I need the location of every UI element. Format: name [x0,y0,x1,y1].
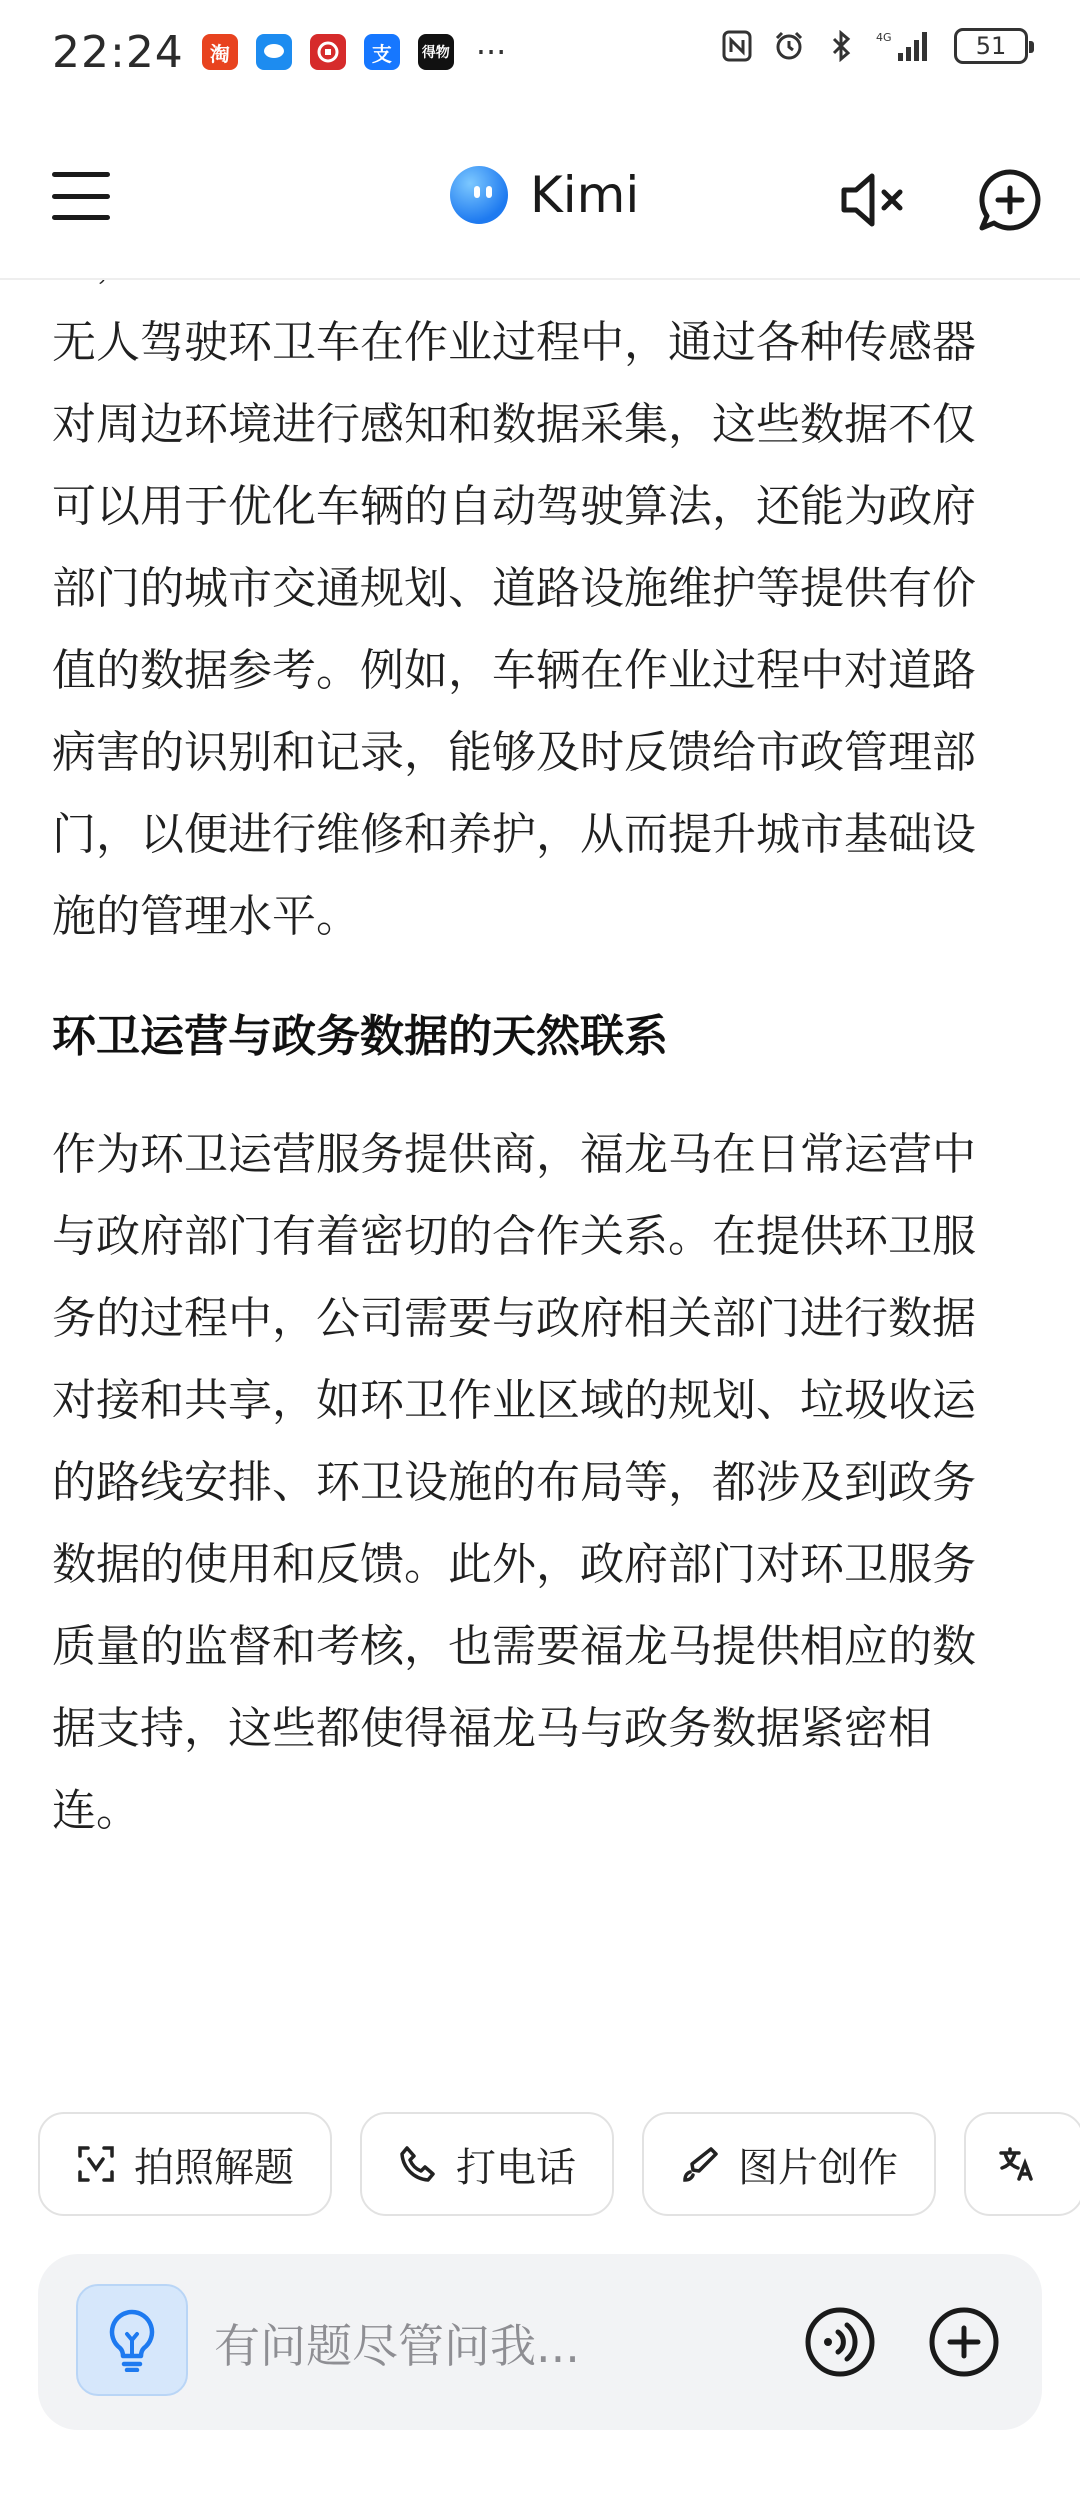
alipay-icon: 支 [364,34,400,70]
more-notifications: ··· [475,33,507,71]
new-chat-button[interactable] [978,168,1042,232]
chip-more[interactable] [964,2112,1080,2216]
dewu-icon: 得物 [418,34,454,70]
chat-message [52,220,1002,1852]
app-title: Kimi [530,166,640,224]
inspiration-button[interactable] [76,2284,188,2396]
alarm-icon [772,28,806,64]
taobao-icon: 淘 [202,34,238,70]
new-chat-icon [978,168,1042,232]
mute-button[interactable] [838,170,908,230]
message-icon [256,34,292,70]
chip-image-create[interactable] [642,2112,936,2216]
quick-actions [38,2112,1080,2216]
chip-label: 拍照解题 [134,2144,294,2191]
message-heading: 环卫运营与政务数据的天然联系 [52,1011,668,1062]
app-brand [450,166,639,224]
chip-phone-call[interactable] [360,2112,614,2216]
brush-icon [680,2144,720,2184]
signal-icon [876,28,936,64]
chip-label: 打电话 [456,2144,576,2191]
svg-text:4G: 4G [876,31,892,44]
lightbulb-icon [104,2308,160,2372]
chip-label: 图片创作 [738,2144,898,2191]
scan-icon [76,2144,116,2184]
status-time: 22:24 [52,26,184,78]
kimi-logo-icon [450,166,508,224]
chip-photo-solve[interactable] [38,2112,332,2216]
menu-button[interactable] [52,172,110,220]
system-status [720,28,1028,64]
app-header [0,104,1080,280]
add-attachment-button[interactable] [928,2306,1000,2378]
phone-icon [398,2144,438,2184]
message-paragraph: 无人驾驶环卫车在作业过程中，通过各种传感器对周边环境进行感知和数据采集，这些数据不仅可以用于优化车辆的自动驾驶算法，还能为政府部门的城市交通规划、道路设施维护等提供有价值的数据参考。例如，车辆在作业过程中对道路病害的识别和记录，能够及时反馈给市政管理部门，以便进行维修和养护，从而提升城市基础设施的管理水平。 [52,317,976,942]
menu-line [52,194,110,199]
speaker-muted-icon [838,170,908,230]
plus-circle-icon [928,2306,1000,2378]
translate-icon [996,2144,1036,2184]
menu-line [52,172,110,177]
notification-icons [202,33,507,71]
bluetooth-icon [824,28,858,64]
chat-input-bar [38,2254,1042,2430]
message-input[interactable]: 有问题尽管问我... [214,2319,580,2373]
battery-indicator: 51 [954,28,1028,64]
menu-line [52,215,110,220]
nfc-icon [720,28,754,64]
status-bar [0,0,1080,104]
voice-wave-icon [804,2306,876,2378]
bank-icon [310,34,346,70]
message-paragraph: 作为环卫运营服务提供商，福龙马在日常运营中与政府部门有着密切的合作关系。在提供环卫服务的过程中，公司需要与政府相关部门进行数据对接和共享，如环卫作业区域的规划、垃圾收运的路线安排、环卫设施的布局等，都涉及到政务数据的使用和反馈。此外，政府部门对环卫服务质量的监督和考核，也需要福龙马提供相应的数据支持，这些都使得福龙马与政务数据紧密相连。 [52,1129,976,1836]
voice-button[interactable] [804,2306,876,2378]
